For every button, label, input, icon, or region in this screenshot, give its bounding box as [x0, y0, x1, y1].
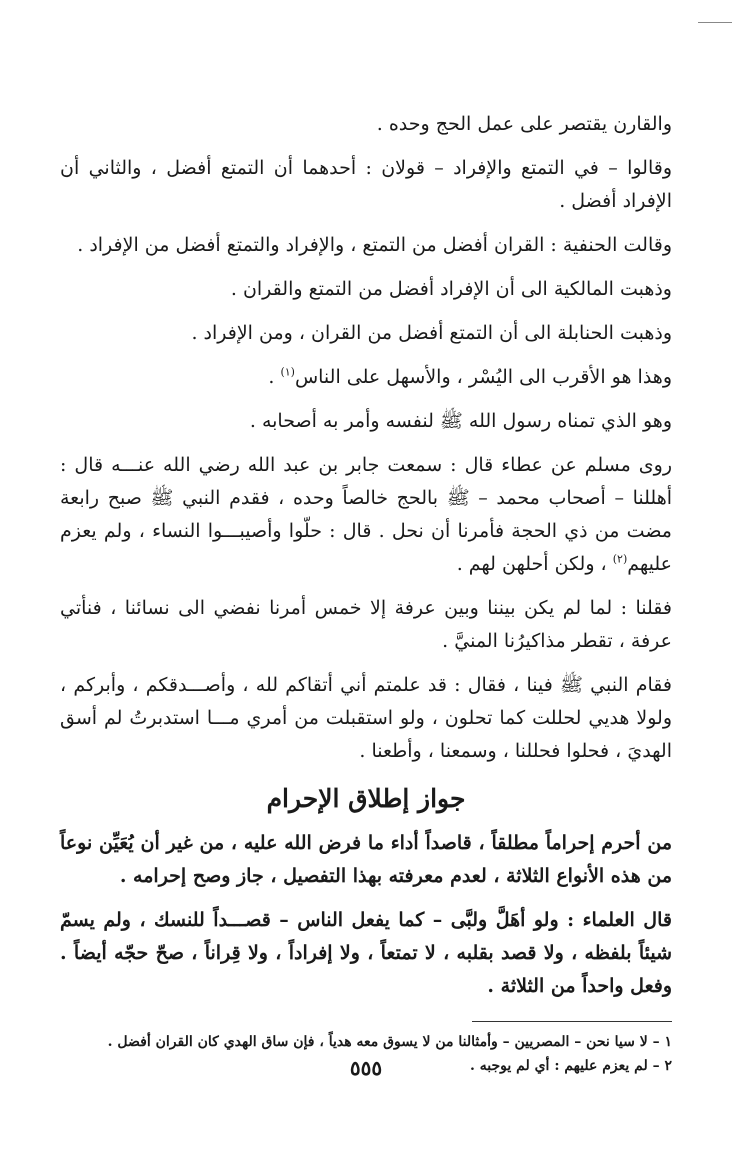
paragraph: وذهبت الحنابلة الى أن التمتع أفضل من القران ، ومن الإفراد .: [191, 322, 672, 344]
paragraph: وذهبت المالكية الى أن الإفراد أفضل من التمتع والقران .: [230, 278, 672, 300]
section-heading: جواز إطلاق الإحرام: [266, 784, 466, 813]
page-body: [60, 108, 672, 1078]
paragraph: فقام النبي ﷺ فينا ، فقال : قد علمتم أني أتقاكم لله ، وأصـــدقكم ، وأبركم ، ولولا هديي لحللت كما تحلون ، ولو استقبلت من أمري مـــا استدبرتُ لم أسق الهديَ ، فحلوا فحللنا ، وسمعنا ، وأطعنا .: [60, 674, 672, 762]
footnote-ref-1[interactable]: (١): [280, 365, 295, 379]
paragraph-text: وهذا هو الأقرب الى اليُسْر ، والأسهل على الناس: [294, 366, 672, 388]
footnote: ٢ – لم يعزم عليهم : أي لم يوجبه .: [470, 1058, 672, 1074]
paragraph: وهو الذي تمناه رسول الله ﷺ لنفسه وأمر به أصحابه .: [249, 410, 672, 432]
paragraph: فقلنا : لما لم يكن بيننا وبين عرفة إلا خمس أمرنا نفضي الى نسائنا ، فنأتي عرفة ، تقطر مذاكيرُنا المنيَّ .: [60, 597, 672, 652]
paragraph: قال العلماء : ولو أهَلَّ ولبَّى – كما يفعل الناس – قصـــداً للنسك ، ولم يسمّ شيئاً بلفظه ، ولا قصد بقلبه ، لا تمتعاً ، ولا إفراداً ، ولا قِراناً ، صحّ حجّه أيضاً . وفعل واحداً من الثلاثة .: [60, 909, 672, 997]
paragraph-end: ، ولكن أحلهن لهم .: [456, 553, 607, 575]
footnote: ١ – لا سيا نحن – المصريين – وأمثالنا من لا يسوق معه هدياً ، فإن ساق الهدي كان القران أفضل .: [107, 1034, 672, 1050]
paragraph-text: روى مسلم عن عطاء قال : سمعت جابر بن عبد الله رضي الله عنـــه قال : أهللنا – أصحاب محمد – ﷺ بالحج خالصاً وحده ، فقدم النبي ﷺ صبح رابعة مضت من ذي الحجة فأمرنا أن نحل . قال : حلّوا وأصيبـــوا النساء ، ولم يعزم عليهم: [60, 454, 672, 575]
footnote-divider: [472, 1021, 672, 1022]
paragraph: [60, 361, 672, 394]
paragraph: من أحرم إحراماً مطلقاً ، قاصداً أداء ما فرض الله عليه ، من غير أن يُعَيِّن نوعاً من هذه الأنواع الثلاثة ، لعدم معرفته بهذا التفصيل ، جاز وصح إحرامه .: [60, 832, 672, 887]
footnote-ref-2[interactable]: (٢): [612, 552, 628, 566]
paragraph-end: .: [268, 366, 275, 388]
paragraph: وقالت الحنفية : القران أفضل من التمتع ، والإفراد والتمتع أفضل من الإفراد .: [77, 234, 672, 256]
paragraph: وقالوا – في التمتع والإفراد – قولان : أحدهما أن التمتع أفضل ، والثاني أن الإفراد أفضل .: [60, 157, 672, 212]
header-rule: [698, 22, 732, 23]
page-number: ٥٥٥: [349, 1056, 383, 1080]
paragraph: والقارن يقتصر على عمل الحج وحده .: [376, 113, 672, 135]
paragraph: [60, 449, 672, 581]
